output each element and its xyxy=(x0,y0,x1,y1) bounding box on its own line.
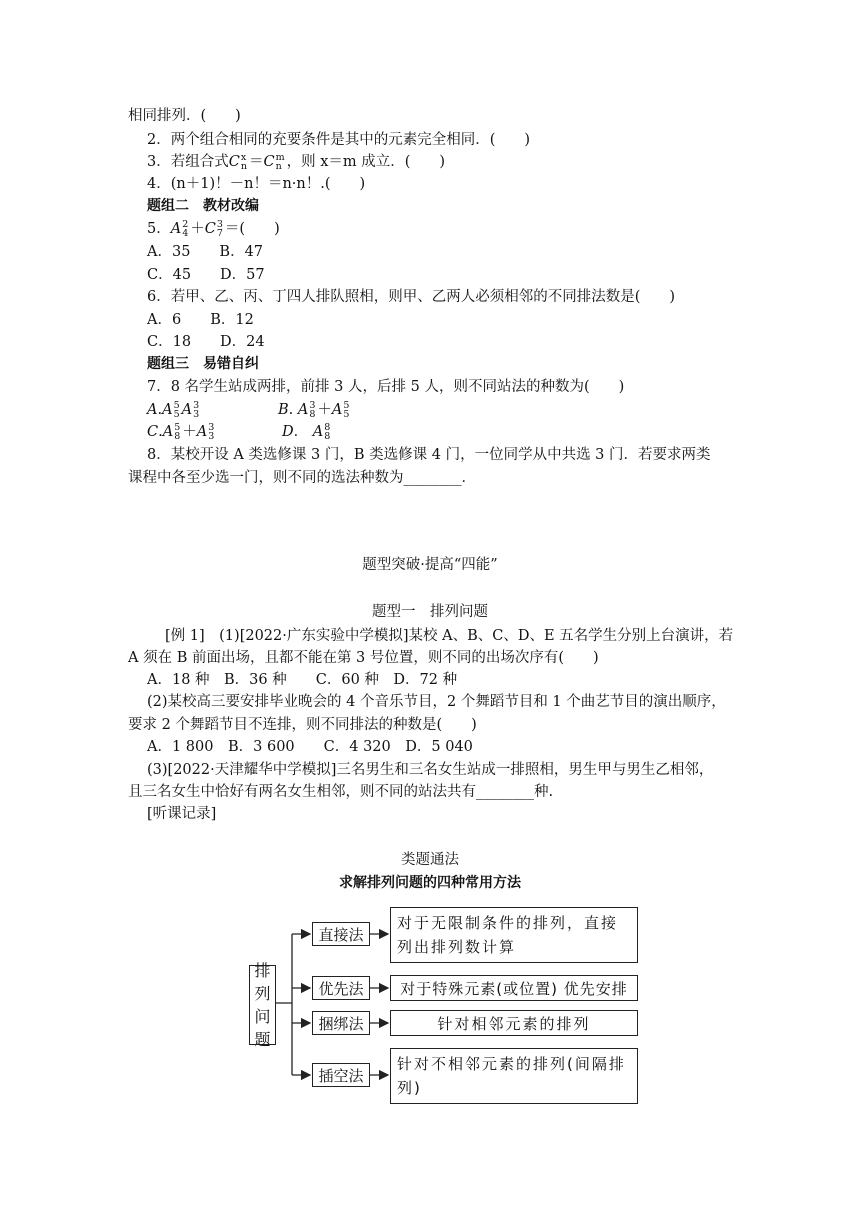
text-line: 4．(n＋1)！－n！＝n·n！.( ) xyxy=(147,176,366,192)
text-line: C．45 D．57 xyxy=(147,267,265,283)
section-heading: 题型突破·提高“四能” xyxy=(362,557,498,573)
text-line: A．6 B．12 xyxy=(147,312,254,328)
text-line: (2)某校高三要安排毕业晚会的 4 个音乐节目，2 个舞蹈节目和 1 个曲艺节目的演出顺序， xyxy=(147,694,726,710)
method-insert-desc: 针对不相邻元素的排列(间隔排列) xyxy=(390,1048,638,1104)
method-direct: 直接法 xyxy=(312,922,370,946)
text-line: 8．某校开设 A 类选修课 3 门，B 类选修课 4 门，一位同学从中共选 3 门．若要求两类 xyxy=(147,447,711,463)
method-label: 类题通法 xyxy=(401,852,459,868)
text-line: C.A 5 8 ＋A 3 3 xyxy=(147,422,215,442)
method-priority-desc: 对于特殊元素(或位置) 优先安排 xyxy=(390,975,638,1001)
text-line: A.A 5 5 A 3 3 xyxy=(147,400,200,420)
text-line: A．1 800 B．3 600 C．4 320 D．5 040 xyxy=(147,739,473,755)
text-line: B. A 3 8 ＋A 5 5 xyxy=(278,400,350,420)
diagram-title: 求解排列问题的四种常用方法 xyxy=(339,875,521,891)
method-bundle-desc: 针对相邻元素的排列 xyxy=(390,1010,638,1036)
text-line: 2．两个组合相同的充要条件是其中的元素完全相同．( ) xyxy=(147,132,531,148)
text-line: [例 1] (1)[2022·广东实验中学模拟]某校 A、B、C、D、E 五名学生分别上台演讲，若 xyxy=(165,628,734,644)
text-line: (3)[2022·天津耀华中学模拟]三名男生和三名女生站成一排照相，男生甲与男生乙相邻， xyxy=(147,762,714,778)
notes-label: [听课记录] xyxy=(147,806,217,822)
root-node: 排 列 问 题 xyxy=(249,965,276,1045)
text-line: 课程中各至少选一门，则不同的选法种数为________． xyxy=(128,470,476,486)
text-line: D． A 8 8 xyxy=(282,422,331,442)
subheading: 题组二 教材改编 xyxy=(147,198,259,214)
text-line: 且三名女生中恰好有两名女生相邻，则不同的站法共有________种. xyxy=(128,784,554,800)
text-line: 5．A 2 4 ＋C 3 7 ＝( ) xyxy=(147,219,280,239)
text-line: 相同排列．( ) xyxy=(128,108,241,124)
method-insert: 插空法 xyxy=(312,1063,370,1087)
method-bundle: 捆绑法 xyxy=(312,1011,370,1035)
text-line: C．18 D．24 xyxy=(147,334,265,350)
text-line: 7．8 名学生站成两排，前排 3 人，后排 5 人，则不同站法的种数为( ) xyxy=(147,379,625,395)
text-line: 要求 2 个舞蹈节目不连排，则不同排法的种数是( ) xyxy=(128,717,477,733)
method-priority: 优先法 xyxy=(312,976,370,1000)
type-heading: 题型一 排列问题 xyxy=(372,604,488,620)
text-line: 3．若组合式C x n ＝C m n ，则 x＝m 成立．( ) xyxy=(147,152,446,172)
text-line: A 须在 B 前面出场，且都不能在第 3 号位置，则不同的出场次序有( ) xyxy=(128,650,599,666)
text-line: A．35 B．47 xyxy=(147,244,264,260)
text-line: A．18 种 B．36 种 C．60 种 D．72 种 xyxy=(147,672,458,688)
subheading: 题组三 易错自纠 xyxy=(147,356,259,372)
text-line: 6．若甲、乙、丙、丁四人排队照相，则甲、乙两人必须相邻的不同排法数是( ) xyxy=(147,289,676,305)
method-direct-desc: 对于无限制条件的排列，直接列出排列数计算 xyxy=(390,907,638,963)
